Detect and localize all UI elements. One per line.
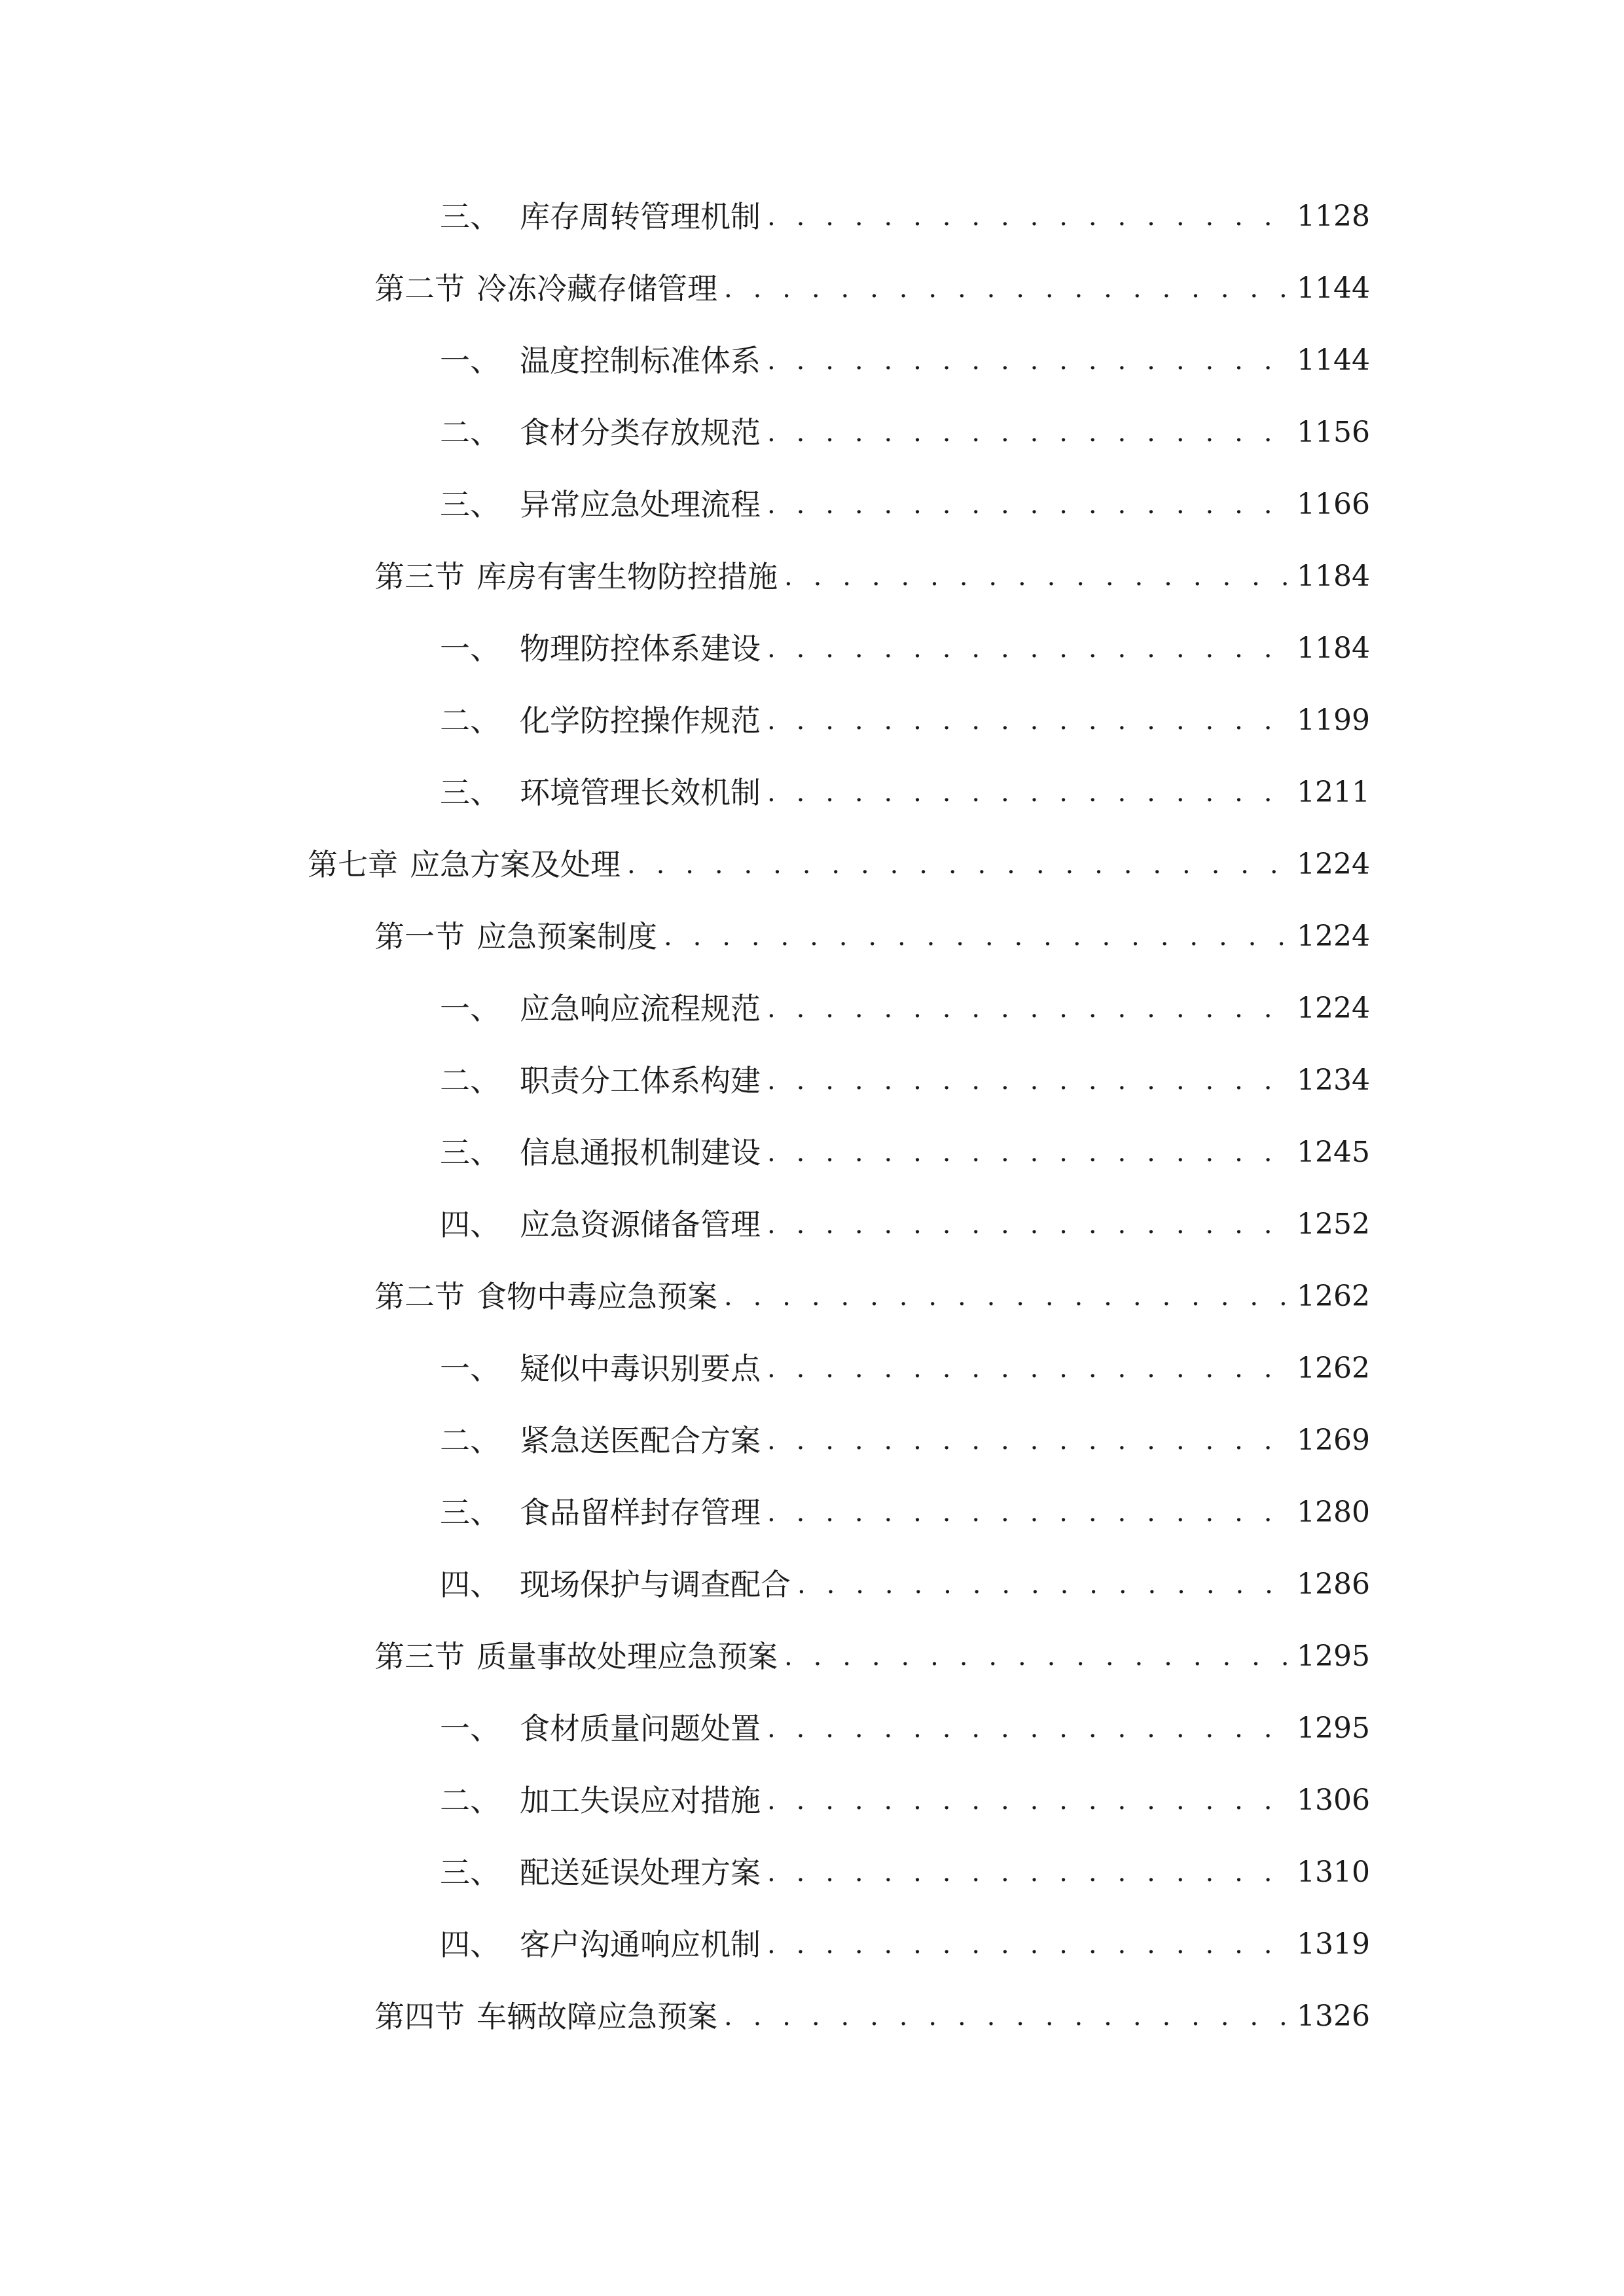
dot-leader — [767, 1922, 1288, 1967]
dot-leader — [767, 410, 1288, 456]
toc-entry-title: 车辆故障应急预案 — [477, 1999, 717, 2034]
toc-entry[interactable] — [374, 266, 1370, 312]
toc-entry-page-number: 1166 — [1297, 488, 1370, 521]
toc-entry-title: 信息通报机制建设 — [520, 1135, 761, 1170]
toc-entry[interactable] — [440, 410, 1370, 456]
toc-entry[interactable] — [440, 1058, 1370, 1103]
toc-entry-prefix: 第二节 — [374, 1279, 465, 1314]
toc-entry-page-number: 1144 — [1297, 272, 1370, 305]
toc-entry[interactable] — [440, 986, 1370, 1031]
toc-entry-title: 化学防控操作规范 — [520, 703, 761, 738]
dot-leader — [767, 1706, 1288, 1751]
toc-entry-title: 职责分工体系构建 — [520, 1063, 761, 1098]
dot-leader — [767, 1346, 1288, 1391]
dot-leader — [767, 1490, 1288, 1535]
toc-entry-prefix: 二、 — [440, 1423, 500, 1458]
toc-entry-prefix: 一、 — [440, 631, 500, 666]
toc-entry-title: 库存周转管理机制 — [520, 199, 761, 234]
toc-entry-page-number: 1224 — [1297, 848, 1370, 881]
dot-leader — [767, 770, 1288, 816]
toc-entry-page-number: 1234 — [1297, 1064, 1370, 1097]
toc-entry[interactable] — [440, 1706, 1370, 1751]
toc-entry[interactable] — [440, 1202, 1370, 1247]
toc-entry[interactable] — [440, 1850, 1370, 1895]
toc-entry[interactable] — [374, 914, 1370, 960]
toc-entry[interactable] — [440, 626, 1370, 672]
toc-entry-page-number: 1199 — [1297, 704, 1370, 737]
toc-entry-prefix: 二、 — [440, 1063, 500, 1098]
toc-entry-title: 配送延误处理方案 — [520, 1855, 761, 1890]
dot-leader — [767, 986, 1288, 1031]
toc-entry-page-number: 1295 — [1297, 1712, 1370, 1745]
toc-entry-page-number: 1269 — [1297, 1424, 1370, 1457]
toc-entry-title: 紧急送医配合方案 — [520, 1423, 761, 1458]
toc-entry-page-number: 1262 — [1297, 1280, 1370, 1313]
toc-entry[interactable] — [440, 1490, 1370, 1535]
toc-entry-prefix: 四、 — [440, 1927, 500, 1962]
toc-entry-title: 加工失误应对措施 — [520, 1783, 761, 1818]
toc-entry-prefix: 三、 — [440, 775, 500, 810]
toc-entry-title: 现场保护与调查配合 — [520, 1567, 791, 1602]
dot-leader — [784, 1634, 1288, 1679]
toc-entry-title: 质量事故处理应急预案 — [477, 1639, 778, 1674]
dot-leader — [767, 626, 1288, 672]
toc-entry[interactable] — [440, 1778, 1370, 1823]
toc-entry-prefix: 三、 — [440, 199, 500, 234]
toc-entry-title: 应急方案及处理 — [410, 847, 621, 882]
toc-entry-prefix: 一、 — [440, 1351, 500, 1386]
dot-leader — [664, 914, 1288, 960]
toc-entry-prefix: 三、 — [440, 1495, 500, 1530]
toc-entry-title: 疑似中毒识别要点 — [520, 1351, 761, 1386]
dot-leader — [724, 266, 1288, 312]
dot-leader — [767, 482, 1288, 528]
toc-entry-prefix: 二、 — [440, 415, 500, 450]
toc-entry-page-number: 1184 — [1297, 560, 1370, 593]
toc-entry-title: 应急资源储备管理 — [520, 1207, 761, 1242]
toc-entry[interactable] — [374, 1634, 1370, 1679]
dot-leader — [724, 1274, 1288, 1319]
toc-entry-prefix: 三、 — [440, 1135, 500, 1170]
toc-entry-title: 物理防控体系建设 — [520, 631, 761, 666]
dot-leader — [784, 554, 1288, 600]
toc-entry-prefix: 第三节 — [374, 559, 465, 594]
toc-entry[interactable] — [374, 554, 1370, 600]
toc-entry[interactable] — [440, 1346, 1370, 1391]
toc-entry-title: 食物中毒应急预案 — [477, 1279, 717, 1314]
toc-entry-prefix: 第三节 — [374, 1639, 465, 1674]
toc-entry-prefix: 三、 — [440, 487, 500, 522]
toc-entry-title: 异常应急处理流程 — [520, 487, 761, 522]
toc-entry-page-number: 1184 — [1297, 632, 1370, 665]
toc-entry-page-number: 1262 — [1297, 1352, 1370, 1385]
toc-entry-title: 客户沟通响应机制 — [520, 1927, 761, 1962]
toc-entry-page-number: 1144 — [1297, 344, 1370, 377]
toc-entry-title: 库房有害生物防控措施 — [477, 559, 778, 594]
toc-entry-prefix: 三、 — [440, 1855, 500, 1890]
toc-entry[interactable] — [440, 338, 1370, 384]
toc-entry-page-number: 1211 — [1297, 776, 1370, 809]
toc-entry-title: 环境管理长效机制 — [520, 775, 761, 810]
toc-entry-title: 应急预案制度 — [477, 919, 657, 954]
toc-entry-prefix: 一、 — [440, 1711, 500, 1746]
toc-entry-page-number: 1252 — [1297, 1208, 1370, 1241]
toc-entry[interactable] — [440, 1418, 1370, 1463]
toc-entry-prefix: 二、 — [440, 703, 500, 738]
toc-entry[interactable] — [374, 1994, 1370, 2039]
toc-entry[interactable] — [440, 1130, 1370, 1175]
dot-leader — [767, 1202, 1288, 1247]
dot-leader — [767, 338, 1288, 384]
toc-entry[interactable] — [440, 1562, 1370, 1607]
toc-entry-prefix: 第一节 — [374, 919, 465, 954]
toc-entry-title: 食材分类存放规范 — [520, 415, 761, 450]
dot-leader — [767, 1130, 1288, 1175]
toc-entry-prefix: 四、 — [440, 1567, 500, 1602]
dot-leader — [767, 1778, 1288, 1823]
toc-entry-page-number: 1306 — [1297, 1784, 1370, 1817]
toc-entry-prefix: 二、 — [440, 1783, 500, 1818]
toc-entry[interactable] — [440, 194, 1370, 240]
toc-entry-page-number: 1280 — [1297, 1496, 1370, 1529]
toc-entry-title: 食材质量问题处置 — [520, 1711, 761, 1746]
toc-entry-page-number: 1326 — [1297, 2000, 1370, 2033]
toc-entry[interactable] — [440, 698, 1370, 744]
toc-entry-page-number: 1224 — [1297, 920, 1370, 953]
toc-entry-prefix: 第七章 — [308, 847, 398, 882]
toc-entry-page-number: 1319 — [1297, 1928, 1370, 1961]
toc-entry-prefix: 一、 — [440, 991, 500, 1026]
toc-entry-page-number: 1295 — [1297, 1640, 1370, 1673]
toc-entry-page-number: 1128 — [1297, 200, 1370, 233]
toc-entry[interactable] — [374, 1274, 1370, 1319]
toc-entry[interactable] — [440, 1922, 1370, 1967]
toc-entry-prefix: 一、 — [440, 343, 500, 378]
toc-entry-page-number: 1156 — [1297, 416, 1370, 449]
toc-entry[interactable] — [308, 842, 1370, 888]
toc-entry-prefix: 第二节 — [374, 271, 465, 306]
dot-leader — [767, 1850, 1288, 1895]
toc-entry-page-number: 1310 — [1297, 1856, 1370, 1889]
dot-leader — [767, 1418, 1288, 1463]
toc-entry-title: 食品留样封存管理 — [520, 1495, 761, 1530]
toc-entry-page-number: 1245 — [1297, 1136, 1370, 1169]
toc-entry-title: 冷冻冷藏存储管理 — [477, 271, 717, 306]
toc-entry-title: 温度控制标准体系 — [520, 343, 761, 378]
dot-leader — [767, 1058, 1288, 1103]
toc-entry[interactable] — [440, 482, 1370, 528]
toc-entry-prefix: 第四节 — [374, 1999, 465, 2034]
dot-leader — [767, 698, 1288, 744]
toc-entry-page-number: 1286 — [1297, 1568, 1370, 1601]
dot-leader — [627, 842, 1288, 888]
toc-entry-title: 应急响应流程规范 — [520, 991, 761, 1026]
toc-entry-page-number: 1224 — [1297, 992, 1370, 1025]
toc-entry[interactable] — [440, 770, 1370, 816]
toc-entry-prefix: 四、 — [440, 1207, 500, 1242]
dot-leader — [797, 1562, 1288, 1607]
dot-leader — [767, 194, 1288, 240]
dot-leader — [724, 1994, 1288, 2039]
